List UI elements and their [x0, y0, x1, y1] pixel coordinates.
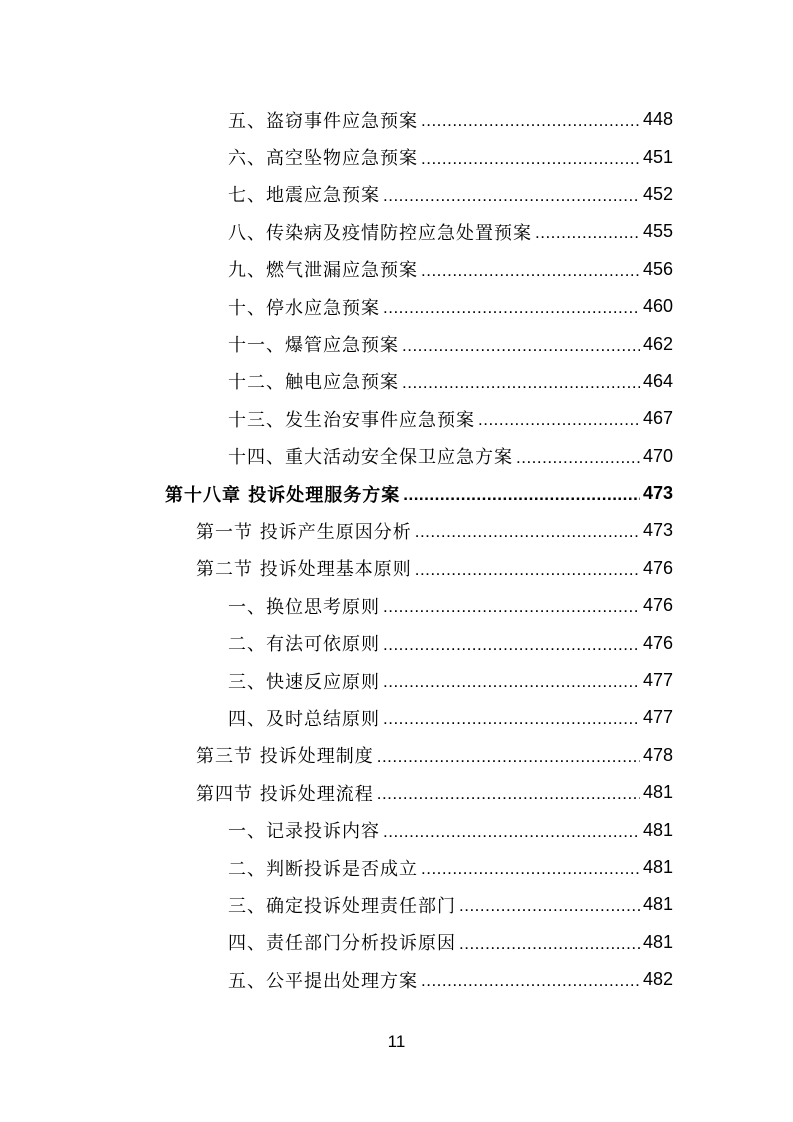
toc-dot-leader — [383, 673, 640, 690]
toc-dot-leader — [421, 262, 640, 279]
toc-dot-leader — [421, 860, 640, 877]
toc-dot-leader — [421, 972, 640, 989]
toc-entry-title: 九、燃气泄漏应急预案 — [228, 260, 418, 282]
toc-subsection-entry[interactable] — [0, 587, 793, 624]
toc-entry-title: 十二、触电应急预案 — [228, 372, 399, 394]
toc-entry-title: 一、换位思考原则 — [228, 596, 380, 618]
toc-dot-leader — [421, 150, 640, 167]
table-of-contents — [0, 101, 793, 998]
toc-section-entry[interactable] — [0, 737, 793, 774]
toc-subsection-entry[interactable] — [0, 438, 793, 475]
toc-entry-page: 448 — [642, 109, 673, 130]
toc-subsection-entry[interactable] — [0, 213, 793, 250]
toc-dot-leader — [383, 710, 640, 727]
toc-entry-title: 十三、发生治安事件应急预案 — [228, 409, 475, 431]
toc-dot-leader — [383, 636, 640, 653]
toc-entry-page: 464 — [642, 370, 673, 391]
toc-entry-page: 452 — [642, 183, 673, 204]
toc-entry-title: 五、盗窃事件应急预案 — [228, 110, 418, 132]
toc-subsection-entry[interactable] — [0, 886, 793, 923]
toc-entry-page: 477 — [642, 670, 673, 691]
toc-dot-leader — [535, 224, 640, 241]
toc-subsection-entry[interactable] — [0, 176, 793, 213]
toc-entry-page: 477 — [642, 707, 673, 728]
toc-entry-title: 四、责任部门分析投诉原因 — [228, 933, 456, 955]
toc-entry-page: 467 — [642, 408, 673, 429]
toc-subsection-entry[interactable] — [0, 101, 793, 138]
toc-entry-title: 二、判断投诉是否成立 — [228, 858, 418, 880]
toc-entry-page: 481 — [642, 931, 673, 952]
toc-entry-page: 476 — [642, 557, 673, 578]
toc-entry-page: 481 — [642, 782, 673, 803]
toc-entry-page: 456 — [642, 258, 673, 279]
toc-entry-title: 四、及时总结原则 — [228, 708, 380, 730]
toc-section-entry[interactable] — [0, 774, 793, 811]
toc-entry-page: 481 — [642, 819, 673, 840]
toc-section-entry[interactable] — [0, 512, 793, 549]
toc-entry-page: 451 — [642, 146, 673, 167]
toc-entry-page: 455 — [642, 221, 673, 242]
toc-subsection-entry[interactable] — [0, 624, 793, 661]
toc-subsection-entry[interactable] — [0, 288, 793, 325]
toc-entry-page: 460 — [642, 296, 673, 317]
toc-chapter-entry[interactable] — [0, 475, 793, 512]
toc-entry-title: 六、高空坠物应急预案 — [228, 148, 418, 170]
toc-dot-leader — [421, 112, 640, 129]
toc-entry-page: 476 — [642, 595, 673, 616]
toc-dot-leader — [459, 935, 640, 952]
toc-entry-page: 470 — [642, 445, 673, 466]
toc-entry-page: 462 — [642, 333, 673, 354]
toc-dot-leader — [383, 299, 640, 316]
toc-dot-leader — [516, 449, 640, 466]
toc-entry-title: 五、公平提出处理方案 — [228, 970, 418, 992]
toc-subsection-entry[interactable] — [0, 662, 793, 699]
toc-entry-title: 第四节 投诉处理流程 — [196, 783, 374, 805]
toc-section-entry[interactable] — [0, 550, 793, 587]
toc-entry-page: 482 — [642, 969, 673, 990]
toc-dot-leader — [377, 785, 640, 802]
toc-entry-title: 第二节 投诉处理基本原则 — [196, 559, 412, 581]
toc-subsection-entry[interactable] — [0, 325, 793, 362]
toc-entry-title: 三、确定投诉处理责任部门 — [228, 895, 456, 917]
toc-subsection-entry[interactable] — [0, 251, 793, 288]
page-number: 11 — [387, 1032, 406, 1051]
toc-subsection-entry[interactable] — [0, 699, 793, 736]
toc-subsection-entry[interactable] — [0, 811, 793, 848]
toc-entry-page: 476 — [642, 632, 673, 653]
toc-entry-title: 十一、爆管应急预案 — [228, 335, 399, 357]
toc-entry-page: 481 — [642, 857, 673, 877]
toc-dot-leader — [383, 598, 640, 615]
toc-entry-title: 七、地震应急预案 — [228, 185, 380, 207]
toc-entry-page: 481 — [642, 894, 673, 915]
toc-subsection-entry[interactable] — [0, 924, 793, 961]
toc-entry-page: 478 — [642, 744, 673, 765]
toc-subsection-entry[interactable] — [0, 849, 793, 886]
toc-subsection-entry[interactable] — [0, 138, 793, 175]
toc-dot-leader — [403, 486, 640, 503]
toc-entry-title: 二、有法可依原则 — [228, 634, 380, 656]
toc-entry-title: 十、停水应急预案 — [228, 297, 380, 319]
toc-dot-leader — [377, 748, 640, 765]
toc-entry-page: 473 — [642, 483, 673, 504]
toc-entry-title: 三、快速反应原则 — [228, 671, 380, 693]
toc-dot-leader — [478, 411, 640, 428]
toc-dot-leader — [459, 897, 640, 914]
toc-dot-leader — [415, 523, 640, 540]
toc-entry-page: 473 — [642, 520, 673, 541]
toc-subsection-entry[interactable] — [0, 400, 793, 437]
toc-entry-title: 一、记录投诉内容 — [228, 821, 380, 843]
toc-entry-title: 第三节 投诉处理制度 — [196, 746, 374, 768]
toc-dot-leader — [383, 187, 640, 204]
toc-entry-title: 八、传染病及疫情防控应急处置预案 — [228, 222, 532, 244]
toc-entry-title: 十四、重大活动安全保卫应急方案 — [228, 447, 513, 469]
toc-subsection-entry[interactable] — [0, 363, 793, 400]
toc-entry-title: 第十八章 投诉处理服务方案 — [165, 484, 401, 506]
toc-entry-title: 第一节 投诉产生原因分析 — [196, 521, 412, 543]
toc-dot-leader — [402, 374, 640, 391]
toc-subsection-entry[interactable] — [0, 961, 793, 998]
toc-dot-leader — [415, 561, 640, 578]
toc-dot-leader — [383, 823, 640, 840]
toc-dot-leader — [402, 337, 640, 354]
